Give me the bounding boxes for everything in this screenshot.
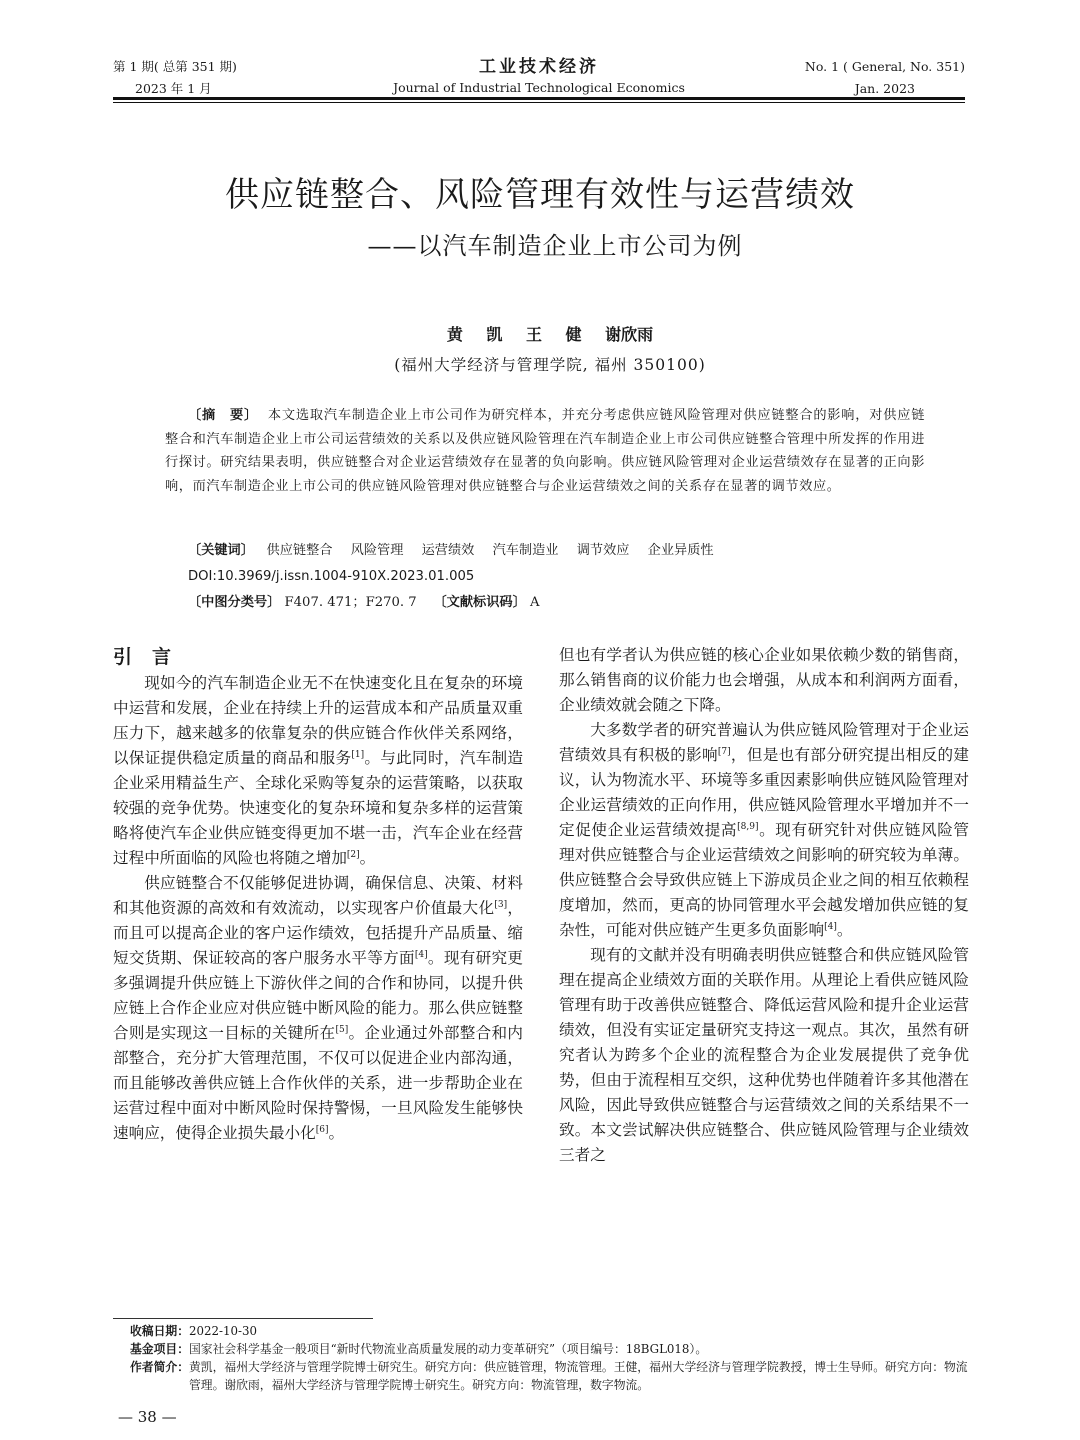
date-en: Jan. 2023: [854, 81, 915, 96]
citation: [3]: [494, 899, 508, 910]
keyword: 供应链整合: [266, 543, 333, 558]
paragraph: 供应链整合不仅能够促进协调，确保信息、决策、材料和其他资源的高效和有效流动，以实现客户价值最大化[3]，而且可以提高企业的客户运作绩效，包括提升产品质量、缩短交货期、保证较高的客户服务水平等方面[4]。现有研究更多强调提升供应链上下游伙伴之间的合作和协同，以提升供应链上合作企业应对供应链中断风险的能力。那么供应链整合则是实现这一目标的关键所在[5]。企业通过外部整合和内部整合，充分扩大管理范围，不仅可以促进企业内部沟通，而且能够改善供应链上合作伙伴的关系，进一步帮助企业在运营过程中面对中断风险时保持警惕，一旦风险发生能够快速响应，使得企业损失最小化[6]。: [113, 874, 523, 1142]
fund-note: [130, 1340, 970, 1358]
abstract: [165, 404, 925, 498]
citation: [2]: [346, 849, 360, 860]
bio-value: 黄凯，福州大学经济与管理学院博士研究生。研究方向：供应链管理，物流管理。王健，福州大学经济与管理学院教授，博士生导师。研究方向：物流管理。谢欣雨，福州大学经济与管理学院博士研究生。研究方向：物流管理，数字物流。: [189, 1360, 968, 1392]
abstract-text: 本文选取汽车制造企业上市公司作为研究样本，并充分考虑供应链风险管理对供应链整合的影响，对供应链整合和汽车制造企业上市公司运营绩效的关系以及供应链风险管理在汽车制造企业上市公司供应链整合管理中所发挥的作用进行探讨。研究结果表明，供应链整合对企业运营绩效存在显著的负向影响。供应链风险管理对企业运营绩效存在显著的正向影响，而汽车制造企业上市公司的供应链风险管理对供应链整合与企业运营绩效之间的关系存在显著的调节效应。: [165, 408, 926, 494]
authors: 黄 凯 王 健 谢欣雨: [446, 325, 654, 344]
section-heading: 引言: [113, 646, 192, 668]
paragraph: 现有的文献并没有明确表明供应链整合和供应链风险管理在提高企业绩效方面的关联作用。从理论上看供应链风险管理有助于改善供应链整合、降低运营风险和提升企业运营绩效，但没有实证定量研究支持这一观点。其次，虽然有研究者认为跨多个企业的流程整合为企业发展提供了竞争优势，但由于流程相互交织，这种优势也伴随着许多其他潜在风险，因此导致供应链整合与运营绩效之间的关系结果不一致。本文尝试解决供应链整合、供应链风险管理与企业绩效三者之: [559, 946, 969, 1164]
keyword: 风险管理: [350, 543, 404, 558]
doc-code-value: A: [529, 595, 540, 610]
left-column: [113, 640, 523, 1146]
fund-value: 国家社会科学基金一般项目“新时代物流业高质量发展的动力变革研究”（项目编号：18BGL018）。: [189, 1342, 708, 1356]
journal-title-cn: 工业技术经济: [479, 57, 599, 77]
keyword: 调节效应: [576, 543, 630, 558]
citation: [6]: [315, 1124, 329, 1135]
header-rule-thick: [113, 97, 965, 100]
right-column: [559, 643, 969, 1168]
received-label: 收稿日期：: [130, 1324, 189, 1338]
abstract-label: 〔摘 要〕: [188, 408, 258, 423]
article-subtitle: ——以汽车制造企业上市公司为例: [367, 232, 743, 260]
citation: [1]: [351, 749, 365, 760]
paragraph: 现如今的汽车制造企业无不在快速变化且在复杂的环境中运营和发展，企业在持续上升的运营成本和产品质量双重压力下，越来越多的依靠复杂的供应链合作伙伴关系网络，以保证提供稳定质量的商品和服务[1]。与此同时，汽车制造企业采用精益生产、全球化采购等复杂的运营策略，以获取较强的竞争优势。快速变化的复杂环境和复杂多样的运营策略将使汽车企业供应链变得更加不堪一击，汽车企业在经营过程中所面临的风险也将随之增加[2]。: [113, 674, 523, 867]
header-rule-thin: [113, 102, 965, 103]
paragraph: 大多数学者的研究普遍认为供应链风险管理对于企业运营绩效具有积极的影响[7]，但是也有部分研究提出相反的建议，认为物流水平、环境等多重因素影响供应链风险管理对企业运营绩效的正向作用，供应链风险管理水平增加并不一定促使企业运营绩效提高[8,9]。现有研究针对供应链风险管理对供应链整合与企业运营绩效之间影响的研究较为单薄。供应链整合会导致供应链上下游成员企业之间的相互依赖程度增加，然而，更高的协同管理水平会越发增加供应链的复杂性，可能对供应链产生更多负面影响[4]。: [559, 721, 969, 939]
paragraph: 但也有学者认为供应链的核心企业如果依赖少数的销售商，那么销售商的议价能力也会增强，从成本和利润两方面看，企业绩效就会随之下降。: [559, 646, 969, 714]
affiliation: (福州大学经济与管理学院, 福州 350100): [394, 356, 706, 374]
footnotes: [130, 1322, 970, 1394]
journal-title-en: Journal of Industrial Technological Economics: [393, 80, 685, 95]
classification: [188, 591, 540, 614]
citation: [4]: [414, 949, 428, 960]
clc-label: 〔中图分类号〕: [188, 595, 281, 610]
bio-label: 作者简介：: [130, 1360, 189, 1374]
doc-code-label: 〔文献标识码〕: [433, 595, 526, 610]
citation: [7]: [717, 746, 731, 757]
citation: [4]: [824, 921, 837, 932]
citation: [5]: [335, 1024, 349, 1035]
issue-en: No. 1 ( General, No. 351): [804, 59, 965, 74]
page-number: — 38 —: [118, 1408, 177, 1426]
article-title: 供应链整合、风险管理有效性与运营绩效: [225, 175, 855, 215]
issue-cn: 第 1 期( 总第 351 期): [113, 59, 237, 74]
footnote-rule: [113, 1318, 373, 1319]
date-cn: 2023 年 1 月: [135, 81, 212, 96]
keyword: 企业异质性: [647, 543, 714, 558]
author-bio: [130, 1358, 970, 1394]
doi: DOI:10.3969/j.issn.1004-910X.2023.01.005: [188, 569, 475, 584]
citation: [8,9]: [737, 821, 759, 832]
keyword: 运营绩效: [421, 543, 475, 558]
fund-label: 基金项目：: [130, 1342, 189, 1356]
keywords-label: 〔关键词〕: [188, 543, 254, 558]
received-date: [130, 1322, 970, 1340]
received-value: 2022-10-30: [189, 1324, 258, 1338]
clc-value: F407. 471；F270. 7: [284, 595, 417, 610]
header-right: [805, 56, 965, 100]
keyword: 汽车制造业: [492, 543, 559, 558]
keywords: [188, 539, 728, 562]
